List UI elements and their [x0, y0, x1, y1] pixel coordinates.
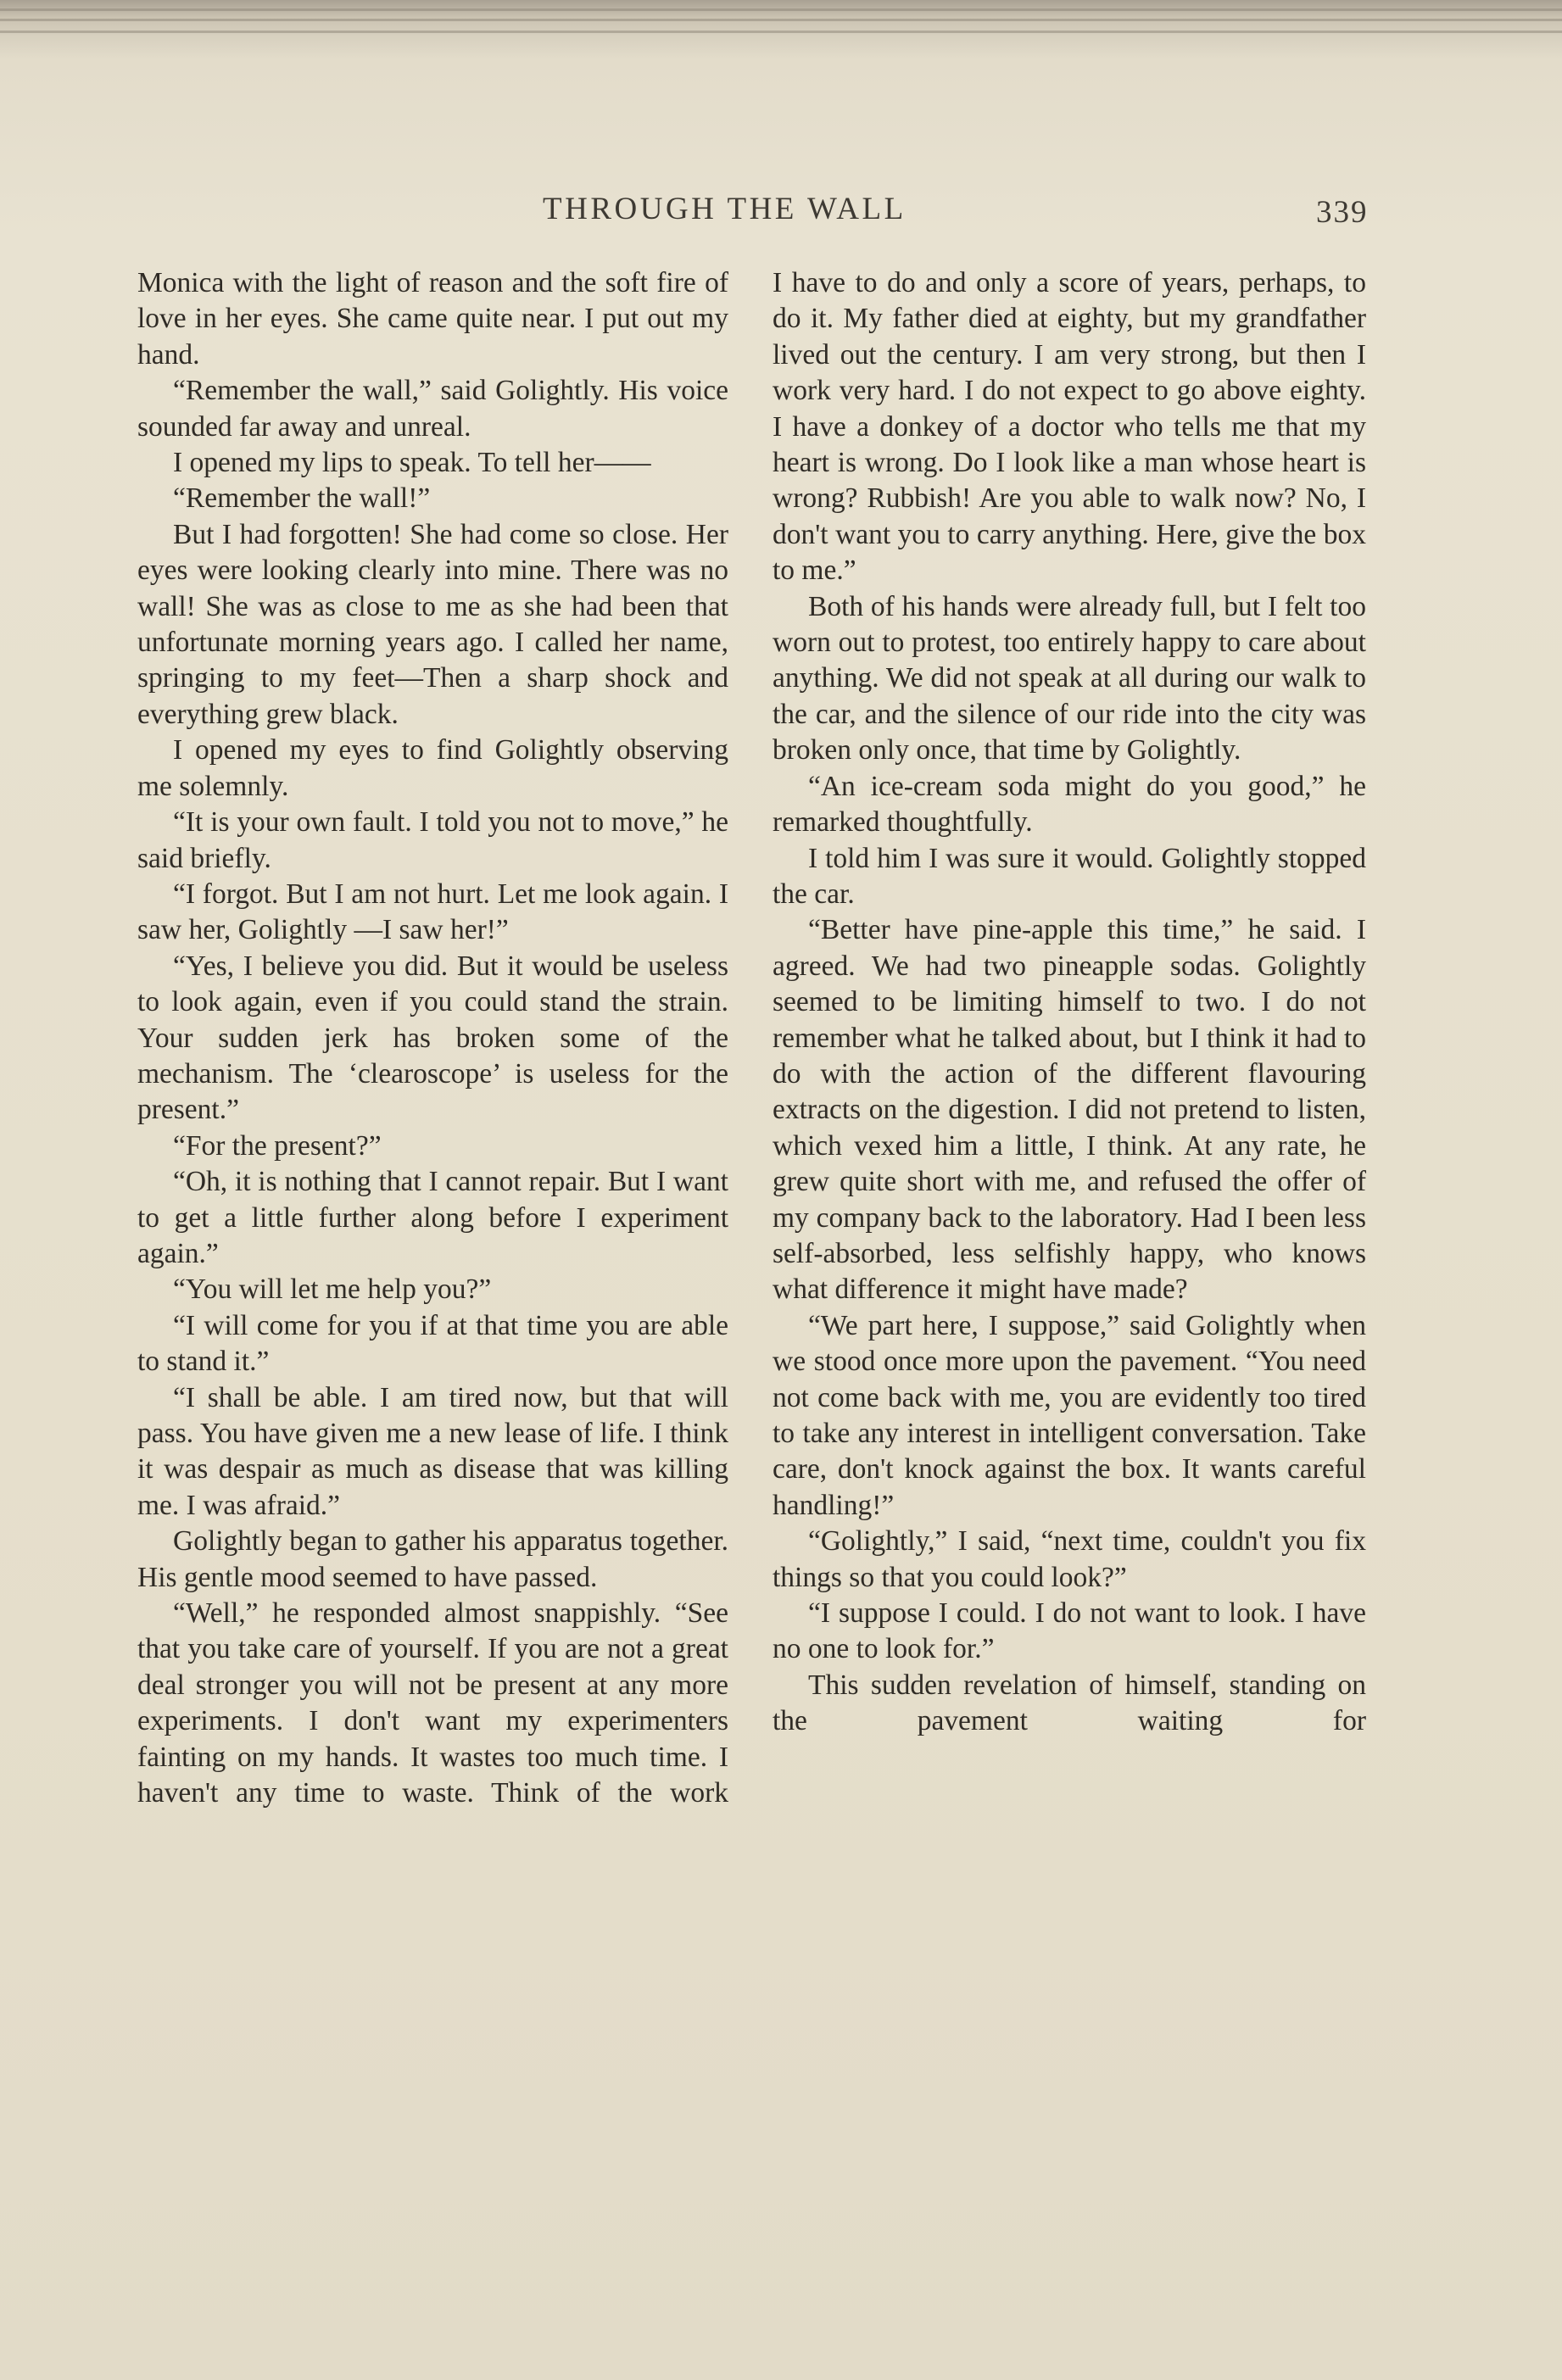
running-header	[0, 188, 1562, 239]
paragraph: I opened my lips to speak. To tell her——	[173, 447, 651, 479]
paragraph: “We part here, I suppose,” said Golightly when we stood once more upon the pavement. “You need not come back with me, you are evidently too tired to take any interest in intelligent conversation. Take care, don't knock against the box. It wants careful handling!”	[773, 1309, 1366, 1521]
paragraph: “Well,” he responded almost snappishly. “See that you take care of yourself. If you are not a great deal stronger you will not be present at any more experiments. I don't want my experimenters fainting on my hands. It wastes too much time. I haven't any time to waste. Think of the work	[137, 1597, 728, 1809]
paragraph: “I forgot. But I am not hurt. Let me look again. I saw her, Golightly —I saw her!”	[137, 878, 728, 946]
paragraph: “I shall be able. I am tired now, but that will pass. You have given me a new lease of life. I think it was despair as much as disease that was killing me. I was afraid.”	[137, 1381, 728, 1521]
edge-line	[0, 8, 1562, 11]
paragraph: “Better have pine-apple this time,” he said. I agreed. We had two pineapple sodas. Golightly seemed to be limiting himself to two. I do not remember what he talked about, but I think it had to do with the action of the different flavouring extracts on the digestion. I did not pretend to listen, which vexed him a little, I think. At any rate, he grew quite short with me, and refused the offer of my company back to the laboratory. Had I been less self-absorbed, less selfishly happy, who knows what difference it might have made?	[773, 914, 1366, 1306]
page-top-edge	[0, 0, 1562, 59]
paragraph: I opened my eyes to find Golightly observing me solemnly.	[137, 734, 728, 802]
paragraph: I have to do and only a score of years, perhaps, to do it. My father died at eighty, but my grandfather lived out the century. I am very strong, but then I work very hard. I do not expect to go above eighty. I have a donkey of a doctor who tells me that my heart is wrong. Do I look like a man whose heart is wrong? Rubbish! Are you able to walk now? No, I don't want you to carry anything. Here, give the box to me.”	[773, 267, 1366, 587]
paragraph: “You will let me help you?”	[173, 1274, 492, 1306]
paragraph: “I suppose I could. I do not want to look. I have no one to look for.”	[773, 1597, 1366, 1665]
paragraph: This sudden revelation of himself, standing on the pavement waiting for	[773, 1669, 1366, 1737]
paragraph: “Golightly,” I said, “next time, couldn't you fix things so that you could look?”	[773, 1525, 1366, 1593]
running-title: THROUGH THE WALL	[543, 192, 907, 226]
paragraph: “An ice-cream soda might do you good,” he remarked thoughtfully.	[773, 770, 1366, 839]
edge-line	[0, 31, 1562, 33]
edge-line	[0, 19, 1562, 21]
paragraph: “It is your own fault. I told you not to move,” he said briefly.	[137, 806, 728, 874]
paragraph: Both of his hands were already full, but I felt too worn out to protest, too entirely happy to care about anything. We did not speak at all during our walk to the car, and the silence of our ride into the city was broken only once, that time by Golightly.	[773, 590, 1366, 766]
paragraph: I told him I was sure it would. Golightly stopped the car.	[773, 842, 1366, 910]
paragraph: “Remember the wall!”	[173, 482, 431, 515]
paragraph: “Remember the wall,” said Golightly. His voice sounded far away and unreal.	[137, 375, 728, 443]
paragraph: But I had forgotten! She had come so close. Her eyes were looking clearly into mine. There was no wall! She was as close to me as she had been that unfortunate morning years ago. I called her name, springing to my feet—Then a sharp shock and everything grew black.	[137, 518, 728, 730]
paragraph: “Oh, it is nothing that I cannot repair. But I want to get a little further along before I experiment again.”	[137, 1166, 728, 1269]
paragraph: “Yes, I believe you did. But it would be useless to look again, even if you could stand the strain. Your sudden jerk has broken some of the mechanism. The ‘clearoscope’ is useless for the present.”	[137, 950, 728, 1126]
paragraph: Monica with the light of reason and the soft fire of love in her eyes. She came quite near. I put out my hand.	[137, 267, 728, 371]
paragraph: Golightly began to gather his apparatus together. His gentle mood seemed to have passed.	[137, 1525, 728, 1593]
page-number: 339	[1316, 195, 1369, 230]
paragraph: “For the present?”	[173, 1129, 382, 1162]
paragraph: “I will come for you if at that time you are able to stand it.”	[137, 1309, 728, 1378]
left-column	[137, 265, 728, 1811]
right-column	[773, 265, 1366, 1740]
